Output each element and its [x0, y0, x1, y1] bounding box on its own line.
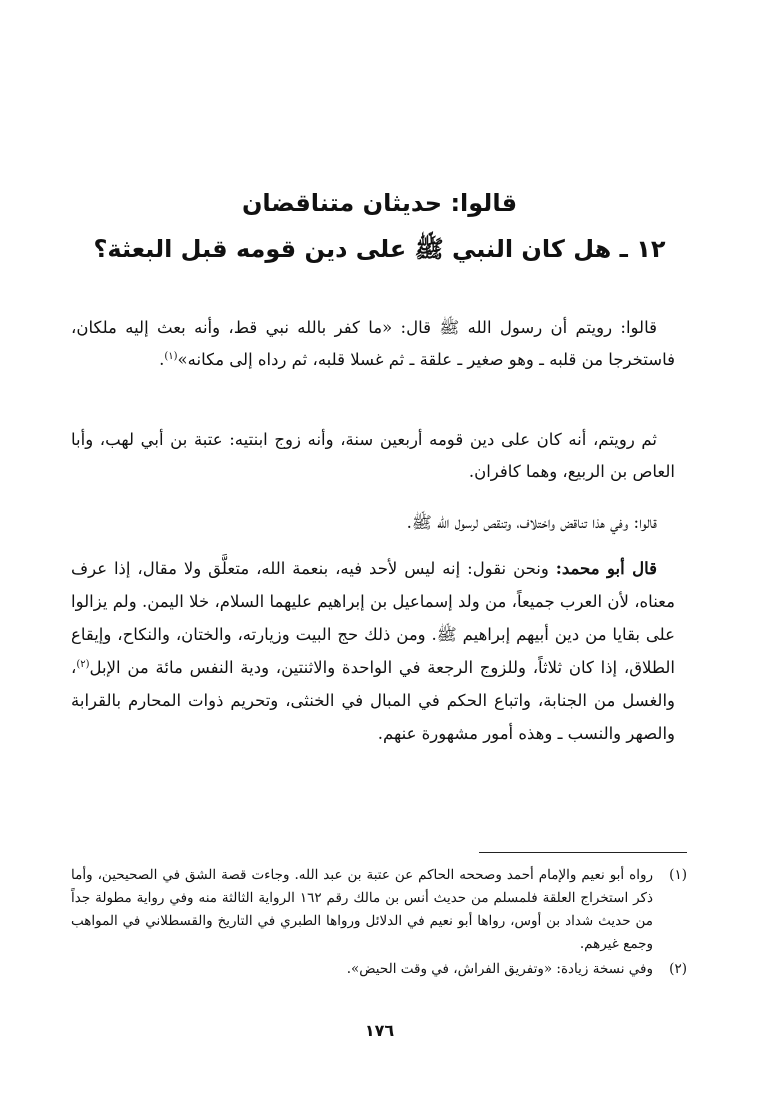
- footnotes: [71, 864, 687, 981]
- paragraph-4-text-a: ونحن نقول: إنه ليس لأحد فيه، بنعمة الله، متعلَّق ولا مقال، إذا عرف معناه، لأن العرب جميعاً، من ولد إسماعيل بن إبراهيم عليهما السلام، خلا اليمن. ولم يزالوا على بقايا من دين أبيهم إبراهيم ﷺ. ومن ذلك حج البيت وزيارته، والختان، والنكاح، وإيقاع الطلاق، إذا كان ثلاثاً، وللزوج الرجعة في الواحدة والاثنتين، ودية النفس مائة من الإبل: [71, 559, 675, 677]
- chapter-heading: قالوا: حديثان متناقضان: [241, 189, 518, 217]
- footnote-text-2: وفي نسخة زيادة: «وتفريق الفراش، في وقت الحيض».: [346, 961, 653, 977]
- footnote-text-1: رواه أبو نعيم والإمام أحمد وصححه الحاكم عن عتبة بن عبد الله. وجاءت قصة الشق في الصحيحين، وأما ذكر استخراج العلقة فلمسلم من حديث أنس بن مالك رقم ١٦٢ الرواية الثالثة منه وفي رواية مطولة جداً من حديث شداد بن أوس، رواها أبو نعيم في الدلائل ورواها الطبري في التاريخ والقسطلاني في المواهب وجمع غيرهم.: [71, 867, 653, 952]
- footnote-number-2: (٢): [669, 961, 687, 977]
- author-label: قال أبو محمد:: [555, 559, 657, 578]
- section-heading: ١٢ ـ هل كان النبي ﷺ على دين قومه قبل البعثة؟: [93, 235, 666, 263]
- footnote-marker-2[interactable]: (٢): [76, 659, 90, 670]
- page-number: ١٧٦: [364, 1021, 395, 1040]
- paragraph-4: [71, 552, 675, 750]
- footnote-item-1: [71, 864, 687, 956]
- paragraph-1-end: .: [159, 349, 165, 369]
- paragraph-4-text-b: ، والغسل من الجنابة، واتباع الحكم في المبال في الخنثى، وتحريم ذوات المحارم بالقرابة والصهر والنسب ـ وهذه أمور مشهورة عنهم.: [71, 658, 675, 743]
- paragraph-2: ثم رويتم، أنه كان على دين قومه أربعين سنة، وأنه زوج ابنتيه: عتبة بن أبي لهب، وأبا العاص بن الربيع، وهما كافران.: [71, 430, 675, 481]
- paragraph-1-text: قالوا: رويتم أن رسول الله ﷺ قال: «ما كفر بالله نبي قط، وأنه بعث إليه ملكان، فاستخرجا من قلبه ـ وهو صغير ـ علقة ـ ثم غسلا قلبه، ثم رداه إلى مكانه»: [71, 318, 675, 369]
- footnote-marker-1[interactable]: (١): [164, 350, 178, 362]
- paragraph-1: [71, 312, 675, 375]
- paragraph-3: قالوا: وفي هذا تناقض واختلاف، وتنقص لرسول الله ﷺ.: [406, 513, 657, 532]
- footnote-item-2: [71, 958, 687, 981]
- footnote-divider: [479, 852, 687, 853]
- footnote-number-1: (١): [669, 867, 687, 883]
